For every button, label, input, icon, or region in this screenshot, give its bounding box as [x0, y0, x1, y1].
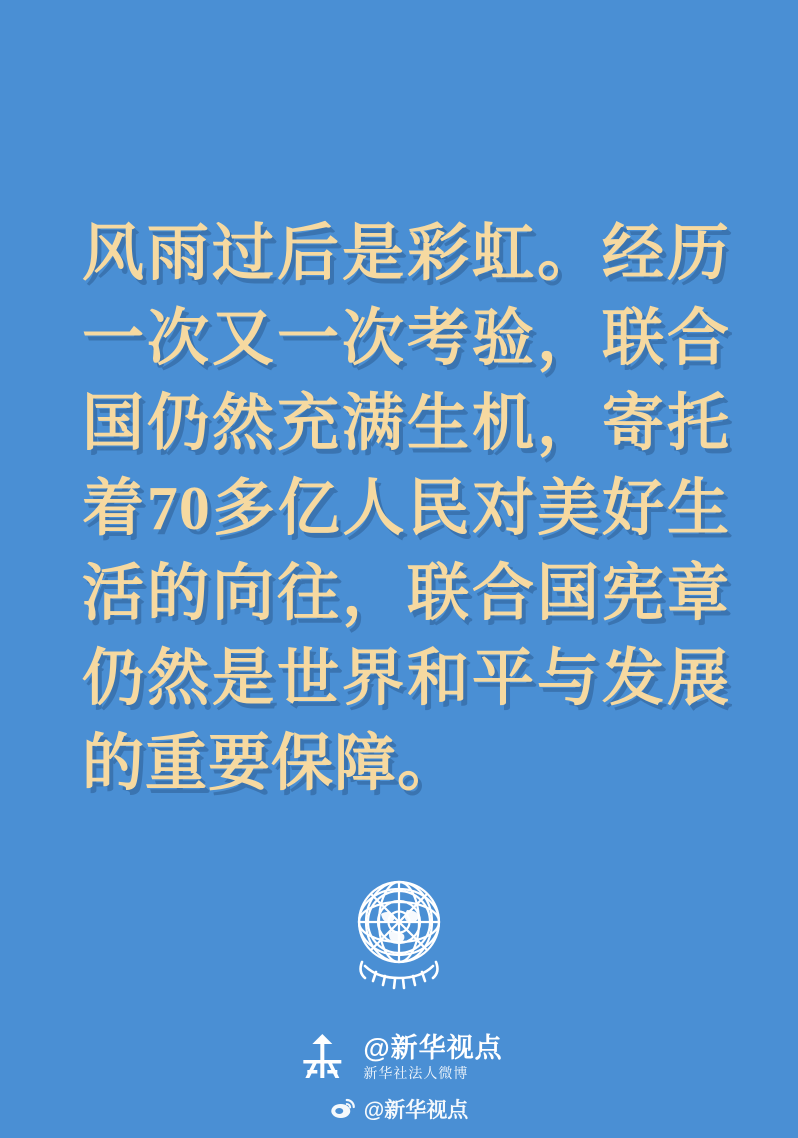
quote-block	[82, 212, 730, 807]
weibo-watermark-text: @新华视点	[363, 1099, 469, 1122]
brand-row	[295, 1030, 502, 1084]
brand-subtitle: 新华社法人微博	[363, 1065, 469, 1081]
xinhua-viewpoint-logo-icon	[295, 1030, 349, 1084]
brand-name: @新华视点	[363, 1033, 503, 1063]
weibo-watermark	[330, 1094, 468, 1124]
weibo-icon	[330, 1096, 356, 1122]
united-nations-emblem	[329, 862, 469, 992]
quote-text: 风雨过后是彩虹。经历一次又一次考验，联合国仍然充满生机，寄托着70多亿人民对美好生活的向往，联合国宪章仍然是世界和平与发展的重要保障。	[82, 220, 730, 798]
brand-text	[363, 1032, 502, 1082]
